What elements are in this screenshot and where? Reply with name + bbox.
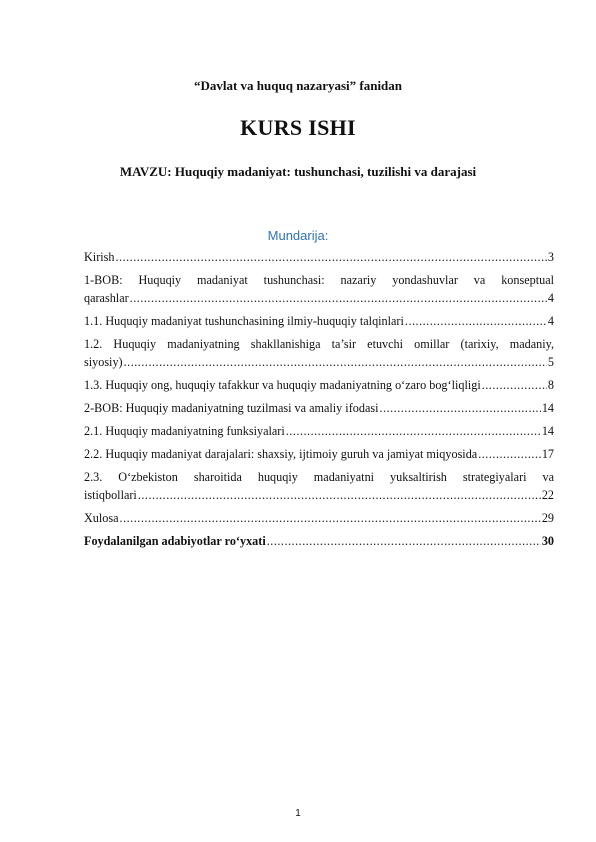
toc-entry-conclusion[interactable] <box>84 509 554 527</box>
toc-page-number: 4 <box>547 314 554 328</box>
toc-page-number: 4 <box>547 291 554 305</box>
toc-page-number: 5 <box>547 355 554 369</box>
toc-entry-section-2-1[interactable] <box>84 422 554 440</box>
toc-entry-section-1-1[interactable] <box>84 312 554 330</box>
toc-entry-section-2-2[interactable] <box>84 445 554 463</box>
dot-leader <box>286 422 541 440</box>
toc-entry-text: 1.1. Huquqiy madaniyat tushunchasining ilmiy-huquqiy talqinlari <box>84 314 404 328</box>
toc-page-number: 30 <box>541 534 554 548</box>
dot-leader <box>124 353 547 371</box>
dot-leader <box>267 532 541 550</box>
toc-entry-text: 1.3. Huquqiy ong, huquqiy tafakkur va huquqiy madaniyatning o‘zaro bog‘liqligi <box>84 378 481 392</box>
toc-entry-text: qarashlar <box>84 291 129 305</box>
toc-entry-text-line-1: 2.3. O‘zbekiston sharoitida huquqiy madaniyatni yuksaltirish strategiyalari va <box>84 470 554 484</box>
dot-leader <box>405 312 547 330</box>
toc-entry-section-1-2[interactable] <box>84 335 554 371</box>
toc-page-number: 14 <box>541 424 554 438</box>
dot-leader <box>379 399 540 417</box>
toc-entry-text: 2.1. Huquqiy madaniyatning funksiyalari <box>84 424 285 438</box>
toc-page-number: 3 <box>547 250 554 264</box>
toc-entry-text: 2-BOB: Huquqiy madaniyatning tuzilmasi va amaliy ifodasi <box>84 401 379 415</box>
toc-entry-section-1-3[interactable] <box>84 376 554 394</box>
toc-entry-chapter-1[interactable] <box>84 271 554 307</box>
toc-page-number: 8 <box>547 378 554 392</box>
toc-page-number: 14 <box>541 401 554 415</box>
toc-entry-text: istiqbollari <box>84 488 137 502</box>
document-title: KURS ISHI <box>240 115 356 140</box>
page-number: 1 <box>295 808 301 819</box>
toc-entry-text-line-1: 1.2. Huquqiy madaniyatning shakllanishiga ta’sir etuvchi omillar (tarixiy, madaniy, <box>84 337 554 351</box>
toc-entry-text: siyosiy) <box>84 355 123 369</box>
dot-leader <box>478 445 541 463</box>
dot-leader <box>115 248 546 266</box>
toc-page-number: 17 <box>541 447 554 461</box>
toc-page-number: 29 <box>541 511 554 525</box>
dot-leader <box>482 376 547 394</box>
course-subject: “Davlat va huquq nazaryasi” fanidan <box>193 78 403 93</box>
toc-entry-text-line-1: 1-BOB: Huquqiy madaniyat tushunchasi: nazariy yondashuvlar va konseptual <box>84 273 554 287</box>
toc-entry-chapter-2[interactable] <box>84 399 554 417</box>
dot-leader <box>130 289 547 307</box>
topic-line: MAVZU: Huquqiy madaniyat: tushunchasi, tuzilishi va darajasi <box>119 164 477 179</box>
toc-entry-introduction[interactable] <box>84 248 554 266</box>
dot-leader <box>138 486 541 504</box>
toc-entry-text: Xulosa <box>84 511 119 525</box>
dot-leader <box>120 509 541 527</box>
toc-heading: Mundarija: <box>267 228 329 243</box>
toc-entry-references[interactable] <box>84 532 554 550</box>
toc-entry-section-2-3[interactable] <box>84 468 554 504</box>
toc-entry-text: Kirish <box>84 250 115 264</box>
toc-entry-text: 2.2. Huquqiy madaniyat darajalari: shaxsiy, ijtimoiy guruh va jamiyat miqyosida <box>84 447 478 461</box>
table-of-contents <box>84 248 554 555</box>
toc-page-number: 22 <box>541 488 554 502</box>
toc-entry-text: Foydalanilgan adabiyotlar ro‘yxati <box>84 534 266 548</box>
